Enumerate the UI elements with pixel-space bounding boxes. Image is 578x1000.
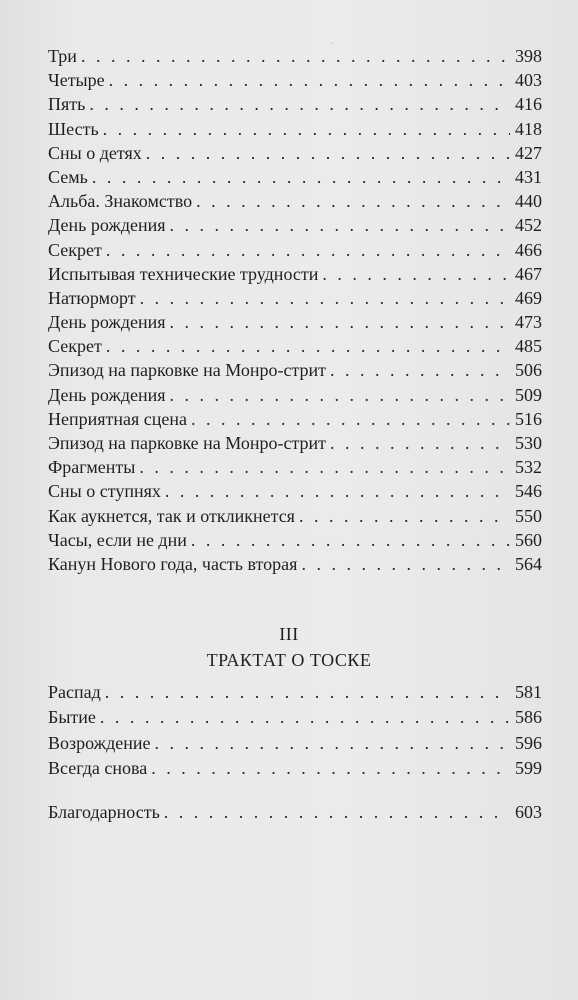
- toc-entry[interactable]: [48, 262, 542, 286]
- show-through-text: ·: [330, 36, 335, 52]
- toc-entry-title: Благодарность: [48, 802, 160, 822]
- toc-entry-title: Распад: [48, 682, 101, 702]
- toc-entry[interactable]: [48, 455, 542, 479]
- toc-entry-page: 485: [515, 336, 542, 357]
- toc-entry[interactable]: [48, 358, 542, 382]
- dot-leader: [146, 141, 510, 165]
- toc-section-acknowledgements: [48, 800, 542, 824]
- part-numeral: III: [279, 624, 299, 644]
- toc-entry[interactable]: [48, 92, 542, 116]
- toc-entry-title: День рождения: [48, 215, 166, 236]
- toc-entry-page: 398: [515, 46, 542, 66]
- toc-entry-page: 473: [515, 312, 542, 333]
- toc-entry-title: Испытывая технические трудности: [48, 263, 319, 284]
- toc-entry-page: 509: [515, 384, 542, 405]
- toc-entry[interactable]: [48, 310, 542, 334]
- dot-leader: [299, 504, 510, 528]
- toc-section-part2: [48, 44, 542, 576]
- dot-leader: [106, 238, 510, 262]
- toc-entry[interactable]: [48, 165, 542, 189]
- dot-leader: [140, 286, 510, 310]
- dot-leader: [106, 334, 510, 358]
- dot-leader: [155, 731, 510, 755]
- toc-entry[interactable]: [48, 189, 542, 213]
- toc-entry-title: Шесть: [48, 118, 99, 139]
- toc-entry[interactable]: [48, 286, 542, 310]
- toc-entry-title: Возрождение: [48, 732, 151, 753]
- toc-entry-page: 466: [515, 239, 542, 260]
- toc-entry-page: 550: [515, 505, 542, 526]
- toc-entry-title: Эпизод на парковке на Монро-стрит: [48, 433, 327, 453]
- dot-leader: [330, 358, 510, 382]
- toc-entry[interactable]: [48, 213, 542, 237]
- toc-entry-title: Канун Нового года, часть вторая: [48, 553, 298, 574]
- toc-entry-page: 603: [515, 802, 542, 822]
- toc-entry-title: Секрет: [48, 336, 102, 357]
- part-title: ТРАКТАТ О ТОСКЕ: [206, 650, 372, 670]
- dot-leader: [92, 165, 510, 189]
- dot-leader: [100, 705, 510, 729]
- dot-leader: [191, 407, 510, 431]
- dot-leader: [81, 44, 510, 68]
- toc-entry[interactable]: [48, 756, 542, 781]
- toc-entry-page: 418: [515, 118, 542, 139]
- toc-entry-page: 440: [515, 191, 542, 212]
- toc-entry[interactable]: [48, 383, 542, 407]
- dot-leader: [164, 800, 510, 824]
- toc-entry[interactable]: [48, 334, 542, 358]
- toc-entry-title: Фрагменты: [48, 457, 136, 478]
- toc-entry-title: Эпизод на парковке на Монро-стрит: [48, 360, 327, 381]
- toc-entry[interactable]: [48, 44, 542, 68]
- toc-entry[interactable]: [48, 680, 542, 705]
- toc-entry-page: 403: [515, 70, 542, 91]
- dot-leader: [330, 431, 510, 455]
- toc-entry-acknowledgements[interactable]: [48, 800, 542, 824]
- toc-entry-page: 546: [515, 481, 542, 502]
- toc-entry-title: Часы, если не дни: [48, 529, 187, 550]
- dot-leader: [165, 479, 510, 503]
- toc-entry[interactable]: [48, 528, 542, 552]
- toc-entry[interactable]: [48, 552, 542, 576]
- toc-entry[interactable]: [48, 141, 542, 165]
- toc-entry-page: 431: [515, 166, 542, 187]
- toc-entry-title: Неприятная сцена: [48, 408, 188, 429]
- toc-entry-page: 467: [515, 263, 542, 284]
- toc-entry-title: Секрет: [48, 239, 102, 260]
- dot-leader: [139, 455, 510, 479]
- toc-entry-page: 599: [515, 758, 542, 779]
- toc-entry-title: Четыре: [48, 70, 105, 91]
- toc-entry-title: Как аукнется, так и откликнется: [48, 505, 295, 526]
- toc-entry[interactable]: [48, 68, 542, 92]
- toc-entry[interactable]: [48, 431, 542, 455]
- toc-entry[interactable]: [48, 705, 542, 730]
- dot-leader: [103, 117, 510, 141]
- toc-entry[interactable]: [48, 407, 542, 431]
- toc-entry-title: Три: [48, 46, 77, 66]
- toc-entry-page: 427: [515, 142, 542, 163]
- toc-entry-page: 452: [515, 215, 542, 236]
- toc-entry-title: День рождения: [48, 384, 166, 405]
- toc-entry[interactable]: [48, 117, 542, 141]
- toc-entry-title: Сны о детях: [48, 142, 142, 163]
- toc-entry-title: Семь: [48, 166, 88, 187]
- dot-leader: [109, 68, 510, 92]
- dot-leader: [322, 262, 510, 286]
- dot-leader: [105, 680, 510, 704]
- dot-leader: [301, 552, 510, 576]
- dot-leader: [170, 213, 510, 237]
- toc-entry-title: День рождения: [48, 312, 166, 333]
- toc-entry-title: Пять: [48, 94, 86, 115]
- toc-entry-page: 469: [515, 287, 542, 308]
- toc-entry-page: 416: [515, 94, 542, 115]
- dot-leader: [170, 383, 510, 407]
- toc-entry-title: Всегда снова: [48, 758, 148, 779]
- toc-entry[interactable]: [48, 731, 542, 756]
- toc-entry-page: 532: [515, 457, 542, 478]
- toc-entry-page: 581: [515, 682, 542, 702]
- toc-entry[interactable]: [48, 479, 542, 503]
- dot-leader: [196, 189, 510, 213]
- toc-entry-title: Сны о ступнях: [48, 481, 161, 502]
- toc-entry[interactable]: [48, 238, 542, 262]
- toc-entry[interactable]: [48, 504, 542, 528]
- toc-section-part3: [48, 680, 542, 782]
- toc-entry-page: 596: [515, 732, 542, 753]
- toc-entry-page: 560: [515, 529, 542, 550]
- toc-entry-title: Бытие: [48, 707, 96, 728]
- toc-entry-page: 564: [515, 553, 542, 574]
- toc-entry-title: Натюрморт: [48, 287, 136, 308]
- dot-leader: [191, 528, 510, 552]
- toc-entry-page: 516: [515, 408, 542, 429]
- dot-leader: [89, 92, 510, 116]
- dot-leader: [170, 310, 510, 334]
- toc-entry-page: 586: [515, 707, 542, 728]
- toc-entry-page: 506: [515, 360, 542, 381]
- toc-entry-page: 530: [515, 433, 542, 453]
- dot-leader: [151, 756, 510, 780]
- toc-entry-title: Альба. Знакомство: [48, 191, 193, 212]
